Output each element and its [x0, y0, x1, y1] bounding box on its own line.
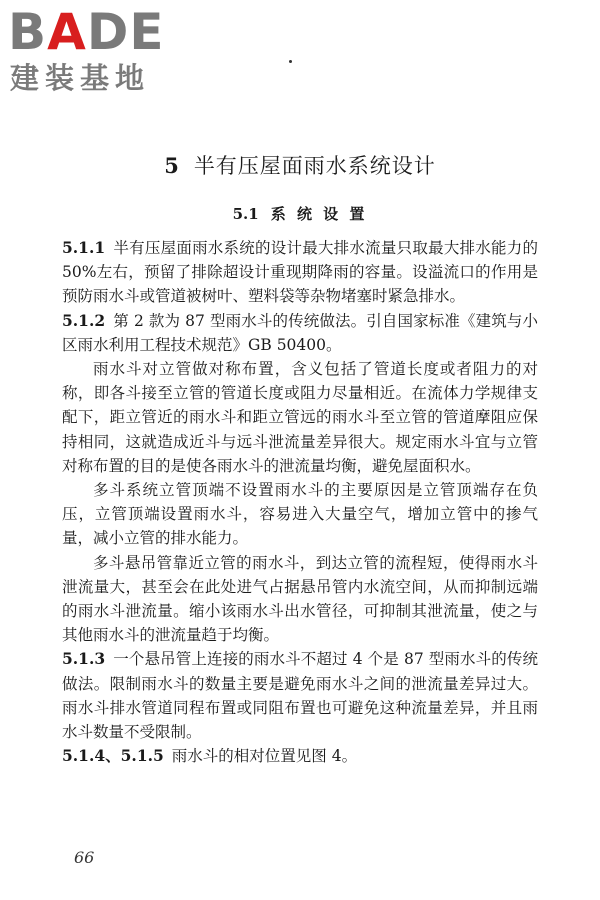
- section-title-text: 系 统 设 置: [270, 205, 368, 223]
- paragraph: 5.1.1 半有压屋面雨水系统的设计最大排水流量只取最大排水能力的 50%左右，预留了排除超设计重现期降雨的容量。设溢流口的作用是预防雨水斗或管道被树叶、塑料袋等杂物堵塞时紧急排水。: [62, 238, 538, 306]
- section-title: [0, 203, 600, 225]
- clause-number: 5.1.1: [62, 238, 106, 257]
- paragraph: 多斗系统立管顶端不设置雨水斗的主要原因是立管顶端存在负压，立管顶端设置雨水斗，容易进入大量空气，增加立管中的掺气量，减小立管的排水能力。: [62, 481, 538, 548]
- section-number: 5.1: [232, 205, 259, 223]
- paragraph: 5.1.2 第 2 款为 87 型雨水斗的传统做法。引自国家标准《建筑与小区雨水利用工程技术规范》GB 50400。: [62, 310, 538, 354]
- logo-wordmark: BADE: [8, 3, 165, 61]
- logo-subtitle: 建装基地: [10, 61, 151, 95]
- paragraph: 多斗悬吊管靠近立管的雨水斗，到达立管的流程短，使得雨水斗泄流量大，甚至会在此处进气占据悬吊管内水流空间，从而抑制远端的雨水斗泄流量。缩小该雨水斗出水管径，可抑制其泄流量，使之与其他雨水斗的泄流量趋于均衡。: [62, 553, 538, 645]
- paragraph: 雨水斗对立管做对称布置，含义包括了管道长度或者阻力的对称，即各斗接至立管的管道长度或阻力尽量相近。在流体力学规律支配下，距立管近的雨水斗和距立管远的雨水斗至立管的管道摩阻应保持相同，这就造成近斗与远斗泄流量差异很大。规定雨水斗宜与立管对称布置的目的是使各雨水斗的泄流量均衡，避免屋面积水。: [62, 360, 538, 475]
- page-number: 66: [74, 848, 95, 867]
- chapter-title: [0, 152, 600, 180]
- paragraph: 5.1.4、5.1.5 雨水斗的相对位置见图 4。: [62, 746, 358, 766]
- body-text: [62, 236, 538, 768]
- clause-number: 5.1.2: [62, 310, 106, 330]
- bade-logo: [8, 4, 178, 104]
- chapter-title-text: 半有压屋面雨水系统设计: [193, 154, 436, 178]
- clause-number: 5.1.3: [62, 649, 106, 669]
- paragraph: 5.1.3 一个悬吊管上连接的雨水斗不超过 4 个是 87 型雨水斗的传统做法。限制雨水斗的数量主要是避免雨水斗之间的泄流量差异过大。雨水斗排水管道同程布置或同阻布置也可避免这种流量差异，并且雨水斗数量不受限制。: [62, 649, 538, 742]
- chapter-number: 5: [164, 153, 180, 178]
- clause-number: 5.1.4、5.1.5: [62, 746, 164, 766]
- stray-dot: [289, 60, 292, 63]
